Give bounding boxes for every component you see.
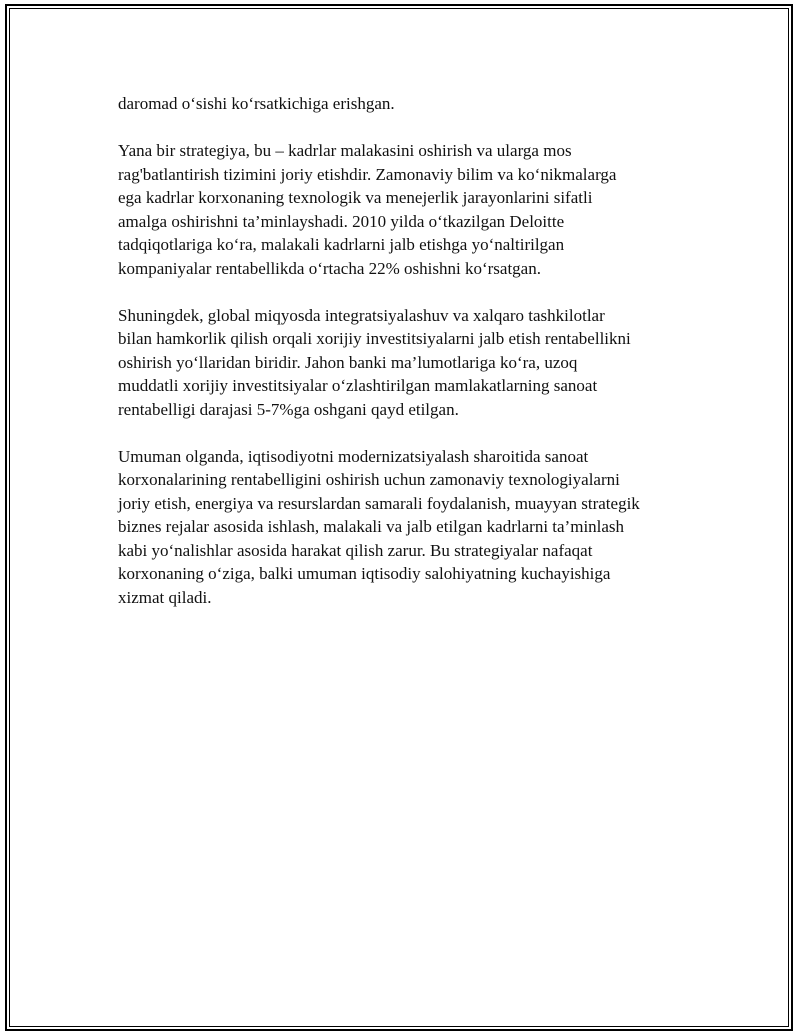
document-body [118,92,698,633]
paragraph-4: Umuman olganda, iqtisodiyotni modernizatsiyalash sharoitida sanoat korxonalarining rentabelligini oshirish uchun zamonaviy texnologiyalarni joriy etish, energiya va resurslardan samarali foydalanish, muayyan strategik biznes rejalar asosida ishlash, malakali va jalb etilgan kadrlarni ta’minlash kabi yo‘nalishlar asosida harakat qilish zarur. Bu strategiyalar nafaqat korxonaning o‘ziga, balki umuman iqtisodiy salohiyatning kuchayishiga xizmat qiladi. [118,446,640,607]
paragraph-1: daromad o‘sishi ko‘rsatkichiga erishgan. [118,94,395,113]
paragraph-2: Yana bir strategiya, bu – kadrlar malakasini oshirish va ularga mos rag'batlantirish tizimini joriy etishdir. Zamonaviy bilim va ko‘nikmalarga ega kadrlar korxonaning texnologik va menejerlik jarayonlarini sifatli amalga oshirishni ta’minlayshadi. 2010 yilda o‘tkazilgan Deloitte tadqiqotlariga ko‘ra, malakali kadrlarni jalb etishga yo‘naltirilgan kompaniyalar rentabellikda o‘rtacha 22% oshishni ko‘rsatgan. [118,141,617,278]
paragraph-3: Shuningdek, global miqyosda integratsiyalashuv va xalqaro tashkilotlar bilan hamkorlik qilish orqali xorijiy investitsiyalarni jalb etish rentabellikni oshirish yo‘llaridan biridir. Jahon banki ma’lumotlariga ko‘ra, uzoq muddatli xorijiy investitsiyalar o‘zlashtirilgan mamlakatlarning sanoat rentabelligi darajasi 5-7%ga oshgani qayd etilgan. [118,305,631,419]
